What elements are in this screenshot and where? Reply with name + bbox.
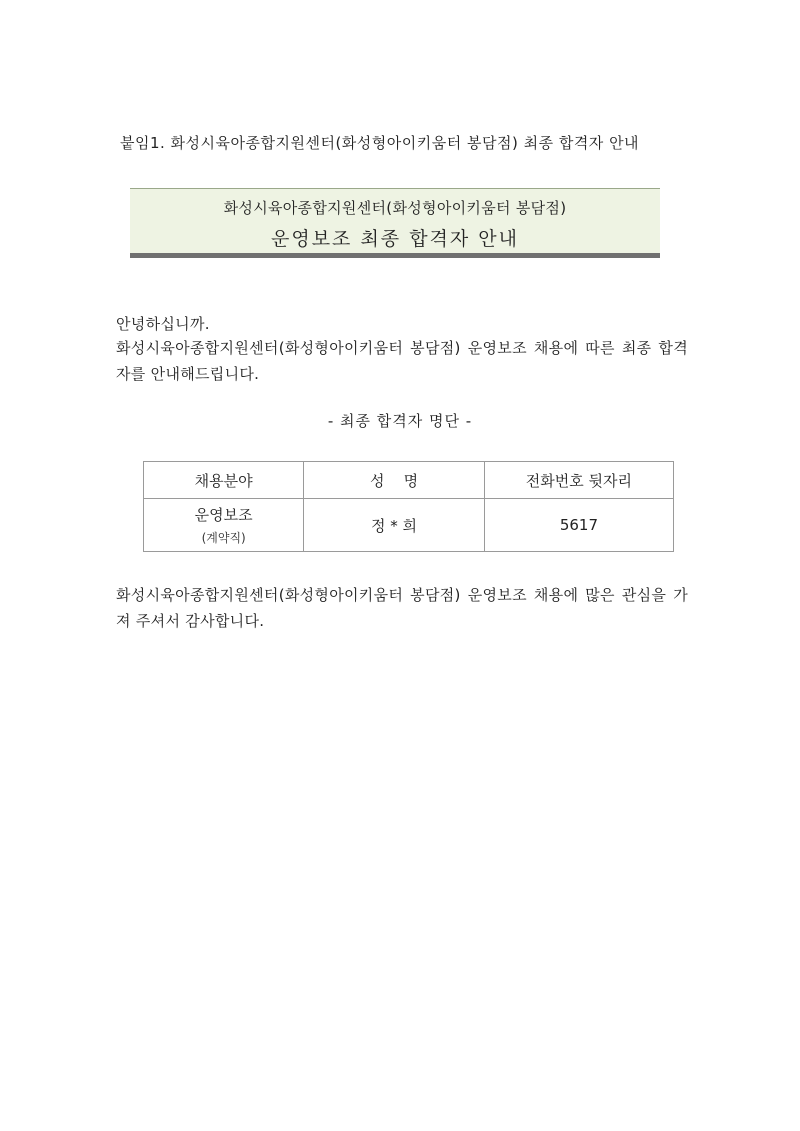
- result-table: [143, 461, 674, 552]
- header-field: 채용분야: [144, 462, 304, 499]
- attachment-title: 붙임1. 화성시육아종합지원센터(화성형아이키움터 봉담점) 최종 합격자 안내: [120, 134, 640, 152]
- cell-name: 정 * 희: [304, 499, 485, 552]
- greeting-text: 안녕하십니까.: [116, 315, 210, 333]
- cell-field-note: (계약직): [201, 531, 246, 545]
- header-phone: 전화번호 뒷자리: [484, 462, 673, 499]
- table-header-row: [144, 462, 674, 499]
- title-box-title: 운영보조 최종 합격자 안내: [270, 228, 519, 250]
- header-name: 성 명: [304, 462, 485, 499]
- cell-field-label: 운영보조: [194, 506, 253, 524]
- title-box: [130, 188, 660, 258]
- closing-text: 화성시육아종합지원센터(화성형아이키움터 봉담점) 운영보조 채용에 많은 관심을 가져 주셔서 감사합니다.: [116, 586, 688, 630]
- cell-field: [144, 499, 304, 552]
- list-heading: - 최종 합격자 명단 -: [327, 412, 473, 430]
- title-box-subtitle: 화성시육아종합지원센터(화성형아이키움터 봉담점): [223, 199, 567, 217]
- cell-phone: 5617: [484, 499, 673, 552]
- table-row: [144, 499, 674, 552]
- intro-text: 화성시육아종합지원센터(화성형아이키움터 봉담점) 운영보조 채용에 따른 최종 합격자를 안내해드립니다.: [116, 339, 688, 383]
